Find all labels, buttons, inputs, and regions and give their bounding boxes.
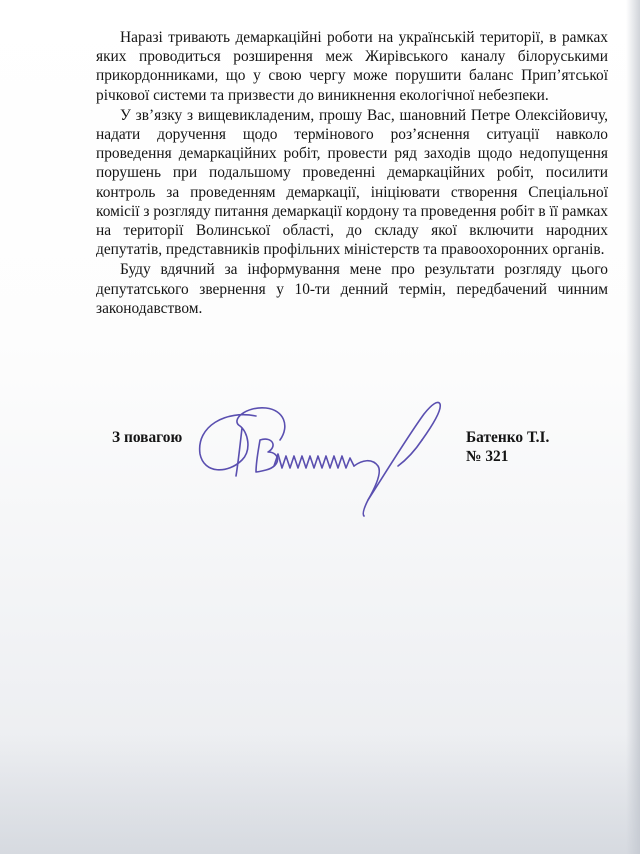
signer-number: № 321 [466,448,509,465]
paragraph-gratitude: Буду вдячний за інформування мене про результати розгляду цього депутатського звернення у 10-ти денний термін, передбачений чинним законодавством. [96,261,608,317]
signer-block [466,428,549,466]
paragraph-request: У зв’язку з вищевикладеним, прошу Вас, шановний Петре Олексійовичу, надати доручення щодо термінового роз’яснення ситуації навколо проведення демаркаційних робіт, провести ряд заходів щодо недопущення порушень при подальшому проведенні демаркаційних робіт, посилити контроль за проведенням демаркації, ініціювати створення Спеціальної комісії з розгляду питання демаркації кордону та проведення робіт в її рамках на території Волинської області, до складу якої включити народних депутатів, представників профільних міністерств та правоохоронних органів. [96,106,608,259]
page-bottom-shadow [0,734,640,854]
handwritten-signature [186,396,456,520]
page-edge-shadow [626,0,640,854]
signer-name: Батенко Т.І. [466,429,550,446]
paragraph-demarcation: Наразі тривають демаркаційні роботи на українській території, в рамках яких проводиться розширення меж Жирівського каналу білоруськими прикордонниками, що у свою чергу може порушити баланс Прип’ятської річкової системи та призвести до виникнення екологічної небезпеки. [96,29,608,104]
closing-phrase: З повагою [112,429,183,446]
letter-body [96,28,608,319]
